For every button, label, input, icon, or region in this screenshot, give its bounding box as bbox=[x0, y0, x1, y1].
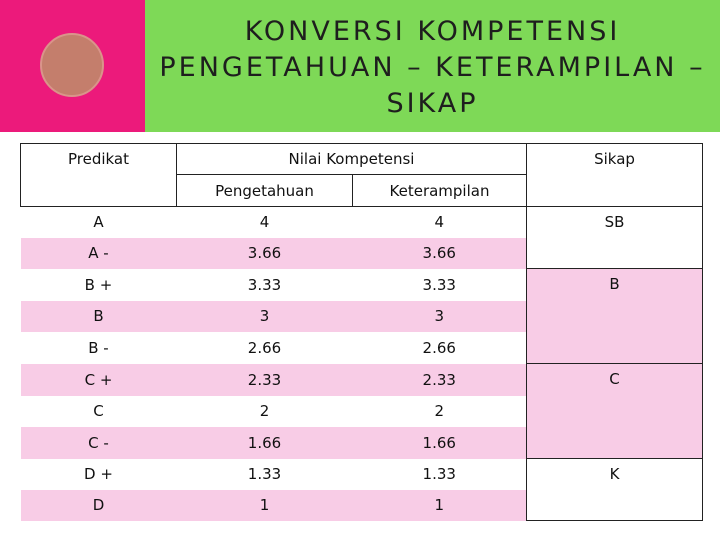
sikap-b: B bbox=[527, 269, 703, 364]
sikap-c: C bbox=[527, 364, 703, 459]
row-8-keterampilan: 1.33 bbox=[353, 459, 527, 490]
title-line-3: SIKAP bbox=[386, 88, 479, 119]
row-3-keterampilan: 3 bbox=[353, 301, 527, 332]
row-1-predikat: A - bbox=[21, 238, 177, 269]
row-5-pengetahuan: 2.33 bbox=[177, 364, 353, 396]
row-8-pengetahuan: 1.33 bbox=[177, 459, 353, 490]
row-4-pengetahuan: 2.66 bbox=[177, 332, 353, 364]
row-6-pengetahuan: 2 bbox=[177, 396, 353, 427]
row-7-predikat: C - bbox=[21, 427, 177, 459]
row-2-predikat: B + bbox=[21, 269, 177, 301]
row-9-pengetahuan: 1 bbox=[177, 490, 353, 521]
row-6-keterampilan: 2 bbox=[353, 396, 527, 427]
row-7-keterampilan: 1.66 bbox=[353, 427, 527, 459]
row-4-keterampilan: 2.66 bbox=[353, 332, 527, 364]
row-0-pengetahuan: 4 bbox=[177, 207, 353, 238]
header-sikap: Sikap bbox=[527, 144, 703, 175]
slide-title bbox=[145, 14, 720, 122]
row-7-pengetahuan: 1.66 bbox=[177, 427, 353, 459]
row-5-predikat: C + bbox=[21, 364, 177, 396]
row-6-predikat: C bbox=[21, 396, 177, 427]
row-2-keterampilan: 3.33 bbox=[353, 269, 527, 301]
sikap-k: K bbox=[527, 459, 703, 521]
row-9-keterampilan: 1 bbox=[353, 490, 527, 521]
header-sikap-blank bbox=[527, 175, 703, 207]
title-line-1: KONVERSI KOMPETENSI bbox=[244, 16, 621, 47]
row-0-predikat: A bbox=[21, 207, 177, 238]
row-3-predikat: B bbox=[21, 301, 177, 332]
header-nilai-kompetensi: Nilai Kompetensi bbox=[177, 144, 527, 175]
pink-accent-band bbox=[0, 0, 145, 132]
header-predikat: Predikat bbox=[21, 144, 177, 175]
header-blank bbox=[21, 175, 177, 207]
row-0-keterampilan: 4 bbox=[353, 207, 527, 238]
header-pengetahuan: Pengetahuan bbox=[177, 175, 353, 207]
row-4-predikat: B - bbox=[21, 332, 177, 364]
row-8-predikat: D + bbox=[21, 459, 177, 490]
decorative-circle bbox=[40, 33, 104, 97]
conversion-table bbox=[20, 143, 703, 521]
row-1-pengetahuan: 3.66 bbox=[177, 238, 353, 269]
sikap-sb: SB bbox=[527, 207, 703, 269]
row-9-predikat: D bbox=[21, 490, 177, 521]
row-2-pengetahuan: 3.33 bbox=[177, 269, 353, 301]
row-3-pengetahuan: 3 bbox=[177, 301, 353, 332]
row-5-keterampilan: 2.33 bbox=[353, 364, 527, 396]
title-line-2: PENGETAHUAN – KETERAMPILAN – bbox=[159, 52, 706, 83]
header-keterampilan: Keterampilan bbox=[353, 175, 527, 207]
row-1-keterampilan: 3.66 bbox=[353, 238, 527, 269]
